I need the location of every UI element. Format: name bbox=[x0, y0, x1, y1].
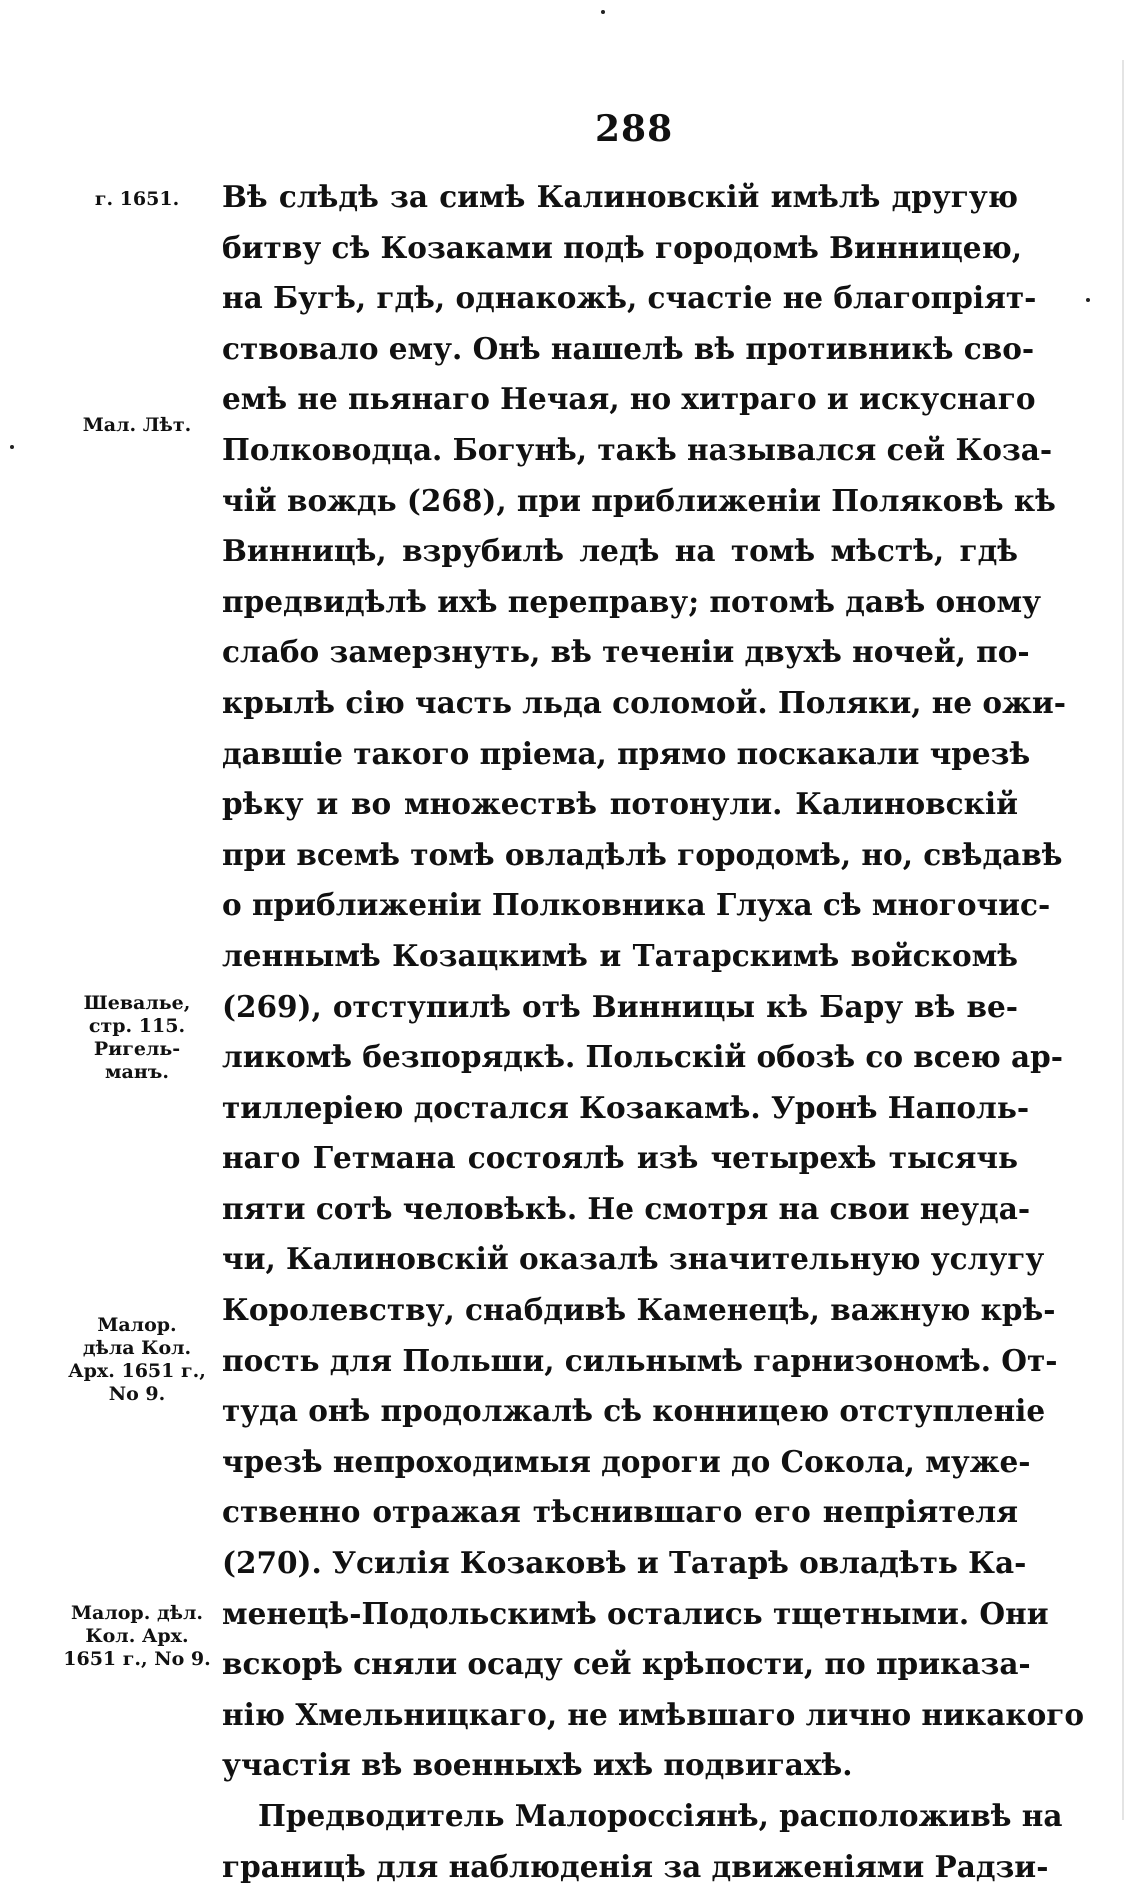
text-line: о приближеніи Полковника Глуха сѣ многочис- bbox=[222, 887, 1051, 923]
text-line: вскорѣ сняли осаду сей крѣпости, по приказа- bbox=[222, 1646, 1031, 1682]
page-edge-rule bbox=[1122, 60, 1124, 1820]
text-line: (269), отступилѣ отѣ Винницы кѣ Бару вѣ ве- bbox=[222, 988, 1018, 1024]
text-line: слабо замерзнуть, вѣ теченіи двухѣ ночей, по- bbox=[222, 634, 1030, 670]
text-line: емѣ не пьянаго Нечая, но хитраго и искуснаго bbox=[222, 381, 1036, 417]
text-line: Королевству, снабдивѣ Каменецѣ, важную крѣ- bbox=[222, 1292, 1056, 1328]
margin-note-archive-1 bbox=[62, 1314, 212, 1406]
text-line: (270). Усилія Козаковѣ и Татарѣ овладѣть Ка- bbox=[222, 1545, 1027, 1581]
text-line: ликомѣ безпорядкѣ. Польскій обозѣ со всею ар- bbox=[222, 1039, 1063, 1075]
text-line: битву сѣ Козаками подѣ городомѣ Винницею, bbox=[222, 229, 1023, 265]
text-line: Полководца. Богунѣ, такѣ назывался сей Коза- bbox=[222, 431, 1053, 467]
margin-note-line: 1651 г., No 9. bbox=[63, 1648, 211, 1670]
margin-note-line: Кол. Арх. bbox=[85, 1625, 189, 1647]
text-line: леннымѣ Козацкимѣ и Татарскимѣ войскомѣ bbox=[222, 937, 1018, 973]
margin-note-archive-2 bbox=[62, 1602, 212, 1671]
text-line: границѣ для наблюденія за движеніями Радзи- bbox=[222, 1848, 1049, 1884]
margin-note-year bbox=[62, 188, 212, 211]
margin-note-line: Малор. дѣл. bbox=[71, 1602, 203, 1624]
text-line: рѣку и во множествѣ потонули. Калиновскій bbox=[222, 786, 1018, 822]
text-line: чи, Калиновскій оказалѣ значительную услугу bbox=[222, 1241, 1045, 1277]
text-line: Предводитель Малороссіянѣ, расположивѣ на bbox=[258, 1798, 1063, 1833]
text-line: чій вождь (268), при приближеніи Поляковѣ кѣ bbox=[222, 482, 1056, 518]
text-line: предвидѣлѣ ихѣ переправу; потомѣ давѣ оному bbox=[222, 583, 1041, 619]
text-line: при всемѣ томѣ овладѣлѣ городомѣ, но, свѣдавѣ bbox=[222, 836, 1063, 872]
text-line: ствовало ему. Онѣ нашелѣ вѣ противникѣ сво- bbox=[222, 330, 1035, 366]
text-line: Вѣ слѣдѣ за симѣ Калиновскій имѣлѣ другую bbox=[222, 179, 1018, 214]
main-text bbox=[222, 172, 1085, 1892]
margin-note-line: г. 1651. bbox=[94, 188, 180, 210]
text-line: тиллеріею достался Козакамѣ. Уронѣ Наполь- bbox=[222, 1089, 1030, 1125]
margin-note-line: No 9. bbox=[108, 1383, 166, 1405]
page-number: 288 bbox=[595, 108, 674, 150]
margin-note-line: стр. 115. bbox=[88, 1015, 186, 1037]
text-line: нію Хмельницкаго, не имѣвшаго лично никакого bbox=[222, 1696, 1085, 1732]
margin-note-line: Мал. Лѣт. bbox=[82, 414, 192, 436]
margin-note-line: Малор. bbox=[97, 1314, 177, 1336]
text-line: пость для Польши, сильнымѣ гарнизономѣ. От- bbox=[222, 1342, 1058, 1378]
text-line: чрезѣ непроходимыя дороги до Сокола, муже- bbox=[222, 1443, 1031, 1479]
margin-note-line: манъ. bbox=[105, 1061, 169, 1083]
text-line: пяти сотѣ человѣкѣ. Не смотря на свои неуда- bbox=[222, 1190, 1031, 1226]
text-line: участія вѣ военныхѣ ихѣ подвигахѣ. bbox=[222, 1747, 853, 1783]
margin-note-line: Ригель- bbox=[93, 1038, 181, 1060]
margin-note-line: дѣла Кол. bbox=[82, 1337, 192, 1359]
text-line: крылѣ сію часть льда соломой. Поляки, не ожи- bbox=[222, 684, 1067, 720]
margin-note-chronicle bbox=[62, 414, 212, 437]
text-line: наго Гетмана состоялѣ изѣ четырехѣ тысячь bbox=[222, 1140, 1018, 1176]
text-line: Винницѣ, взрубилѣ ледѣ на томѣ мѣстѣ, гдѣ bbox=[222, 533, 1018, 569]
margin-note-line: Арх. 1651 г., bbox=[68, 1360, 206, 1382]
ink-speck bbox=[10, 445, 14, 449]
text-line: на Бугѣ, гдѣ, однакожѣ, счастіе не благопріят- bbox=[222, 280, 1037, 316]
text-line: менецѣ-Подольскимѣ остались тщетными. Они bbox=[222, 1595, 1049, 1631]
ink-speck bbox=[1086, 298, 1090, 302]
text-line: туда онѣ продолжалѣ сѣ конницею отступленіе bbox=[222, 1393, 1046, 1429]
text-line: давшіе такого пріема, прямо поскакали чрезѣ bbox=[222, 735, 1031, 771]
margin-note-chevalier bbox=[62, 992, 212, 1084]
margin-note-line: Шевалье, bbox=[83, 992, 191, 1014]
ink-speck bbox=[601, 10, 605, 14]
text-line: ственно отражая тѣснившаго его непріятеля bbox=[222, 1494, 1018, 1530]
